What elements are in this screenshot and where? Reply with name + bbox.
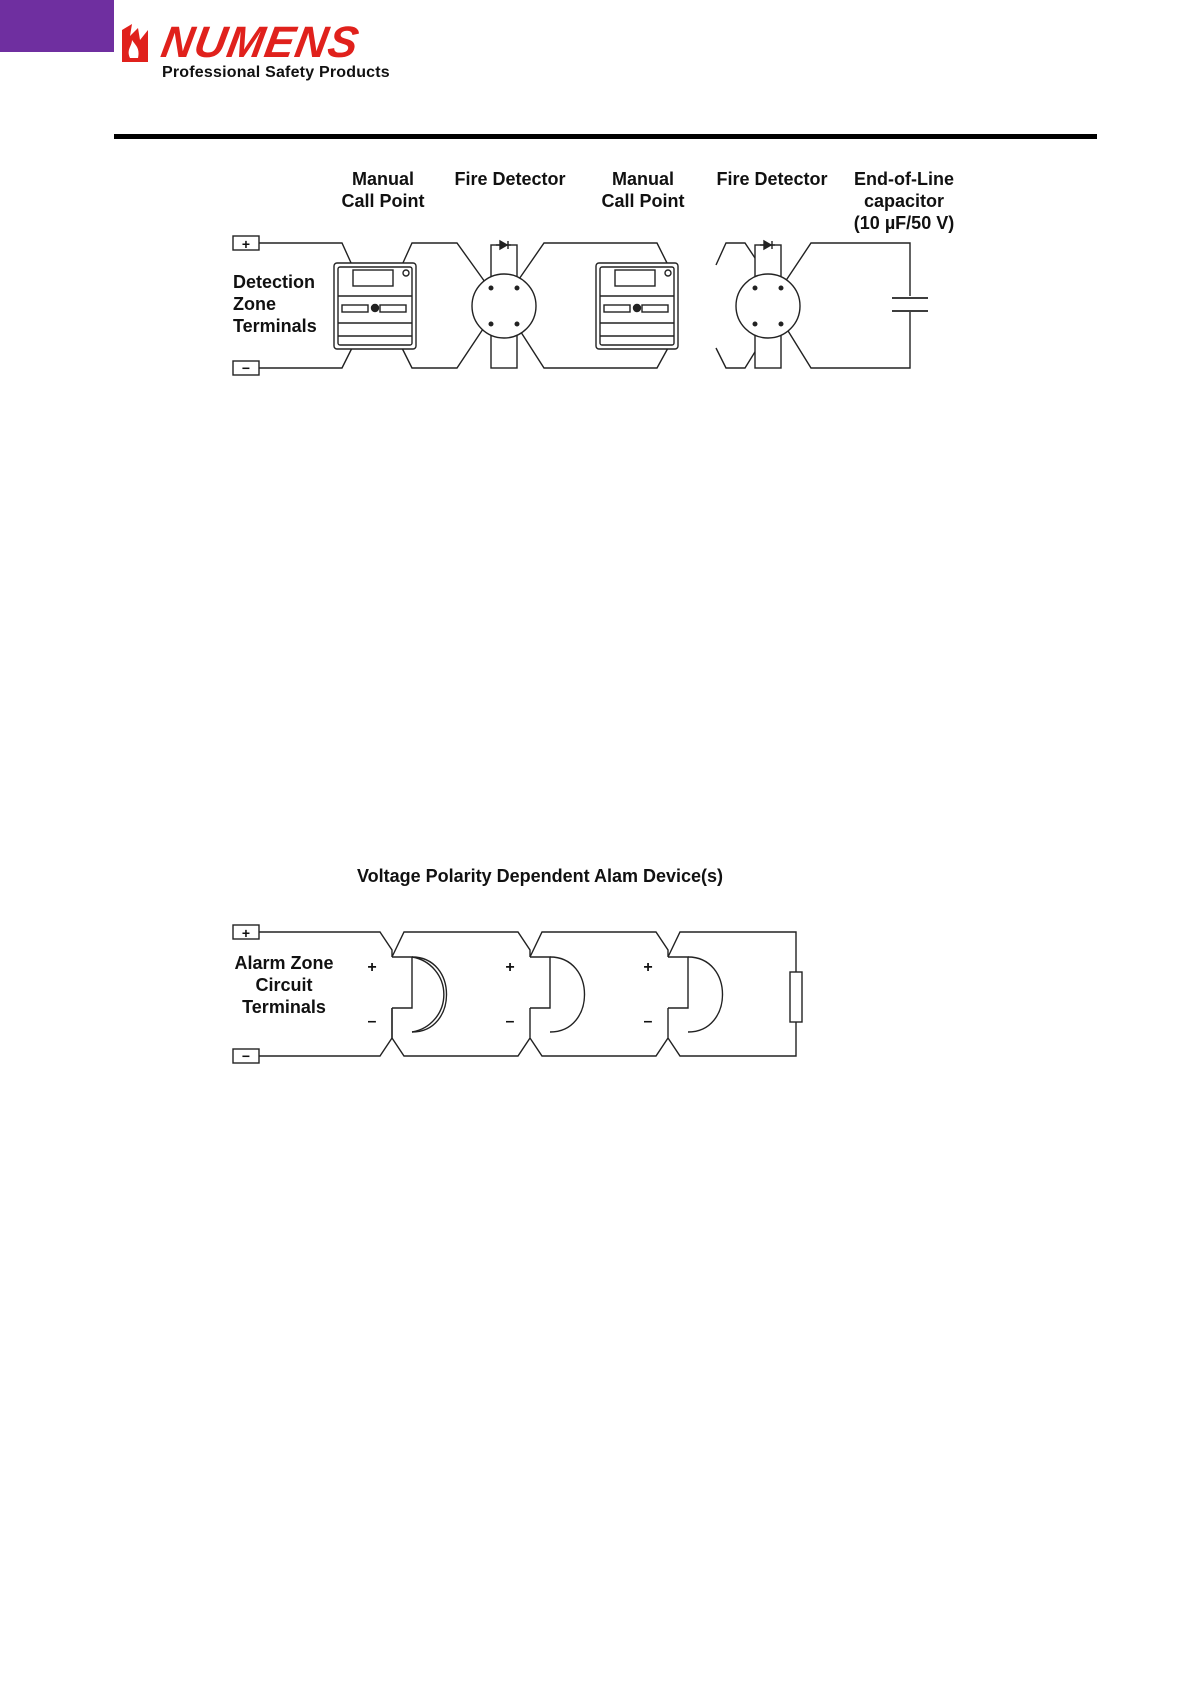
device-2-minus: – — [505, 1013, 515, 1030]
manual-call-point-1 — [334, 263, 416, 349]
alarm-top-wire — [259, 932, 796, 972]
label-line: Terminals — [233, 316, 317, 336]
brand-name: NUMENS — [157, 18, 364, 67]
fire-detector-2 — [736, 241, 800, 368]
alarm-device-3 — [668, 957, 723, 1032]
detection-minus-sign: − — [241, 360, 251, 376]
alarm-plus-sign: + — [241, 925, 251, 941]
manual-call-point-2 — [596, 263, 678, 349]
end-of-line-capacitor — [892, 298, 928, 311]
device-1-plus: + — [367, 959, 377, 976]
label-line: capacitor — [863, 191, 945, 211]
label-line: Circuit — [255, 975, 313, 995]
label-line: End-of-Line — [854, 169, 954, 189]
label-line: Zone — [233, 294, 276, 314]
device-1-minus: – — [367, 1013, 377, 1030]
device-3-plus: + — [643, 959, 653, 976]
end-of-line-resistor — [790, 972, 802, 1022]
alarm-device-1 — [392, 957, 447, 1038]
label-line: Manual — [611, 169, 674, 189]
device-2-plus: + — [505, 959, 515, 976]
brand-tagline: Professional Safety Products — [162, 64, 390, 81]
alarm-diagram-title: Voltage Polarity Dependent Alam Device(s) — [356, 866, 724, 886]
label-line: Call Point — [341, 191, 425, 211]
label-fire-detector-2: Fire Detector — [716, 169, 828, 189]
label-line: (10 µF/50 V) — [853, 213, 955, 233]
alarm-device-2 — [530, 957, 585, 1032]
label-line: Terminals — [242, 997, 326, 1017]
alarm-bottom-wire — [259, 1008, 796, 1056]
device-3-minus: – — [643, 1013, 653, 1030]
label-line: Detection — [233, 272, 316, 292]
label-line: Call Point — [601, 191, 685, 211]
fire-detector-1 — [472, 241, 536, 368]
label-line: Alarm Zone — [234, 953, 334, 973]
label-line: Manual — [351, 169, 414, 189]
label-fire-detector-1: Fire Detector — [454, 169, 566, 189]
detection-plus-sign: + — [241, 236, 251, 252]
alarm-minus-sign: − — [241, 1048, 251, 1064]
